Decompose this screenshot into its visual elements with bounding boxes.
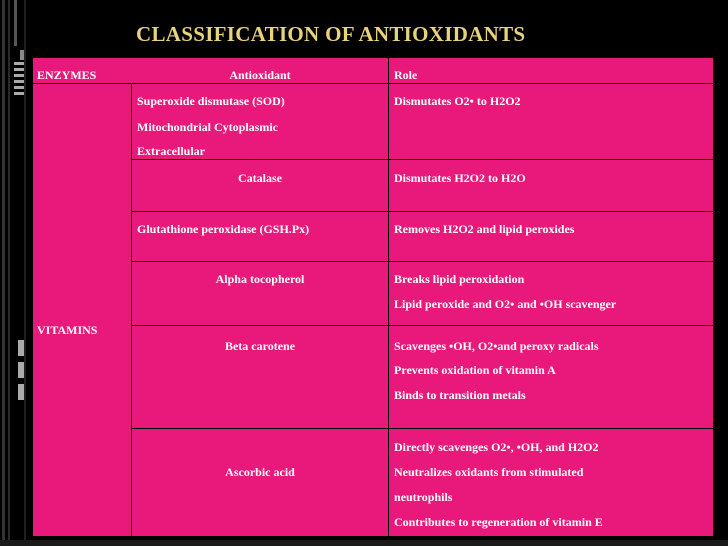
role-text: Dismutates H2O2 to H2O <box>394 171 526 185</box>
antioxidant-name: Superoxide dismutase (SOD) <box>137 94 285 108</box>
role-text: Breaks lipid peroxidation <box>394 272 525 286</box>
role-text: Lipid peroxide and O2• and •OH scavenger <box>394 297 617 311</box>
role-text: Dismutates O2• to H2O2 <box>394 94 521 108</box>
antioxidant-name: Beta carotene <box>224 339 296 353</box>
role-text: Neutralizes oxidants from stimulated <box>394 465 584 479</box>
column-divider-2 <box>388 58 389 536</box>
antioxidant-name: Ascorbic acid <box>225 465 295 479</box>
antioxidant-column-header: Antioxidant <box>229 68 291 82</box>
antioxidant-table <box>32 57 714 537</box>
antioxidant-subtype: Mitochondrial Cytoplasmic <box>137 120 278 134</box>
antioxidant-name: Glutathione peroxidase (GSH.Px) <box>137 222 310 236</box>
row-divider-2 <box>131 211 713 212</box>
role-text: Scavenges •OH, O2•and peroxy radicals <box>394 339 599 353</box>
row-divider-5 <box>131 428 713 429</box>
antioxidant-subtype: Extracellular <box>137 144 205 158</box>
header-divider <box>33 83 713 84</box>
antioxidant-name: Alpha tocopherol <box>215 272 305 286</box>
role-column-header: Role <box>394 68 418 82</box>
row-divider-3 <box>131 261 713 262</box>
role-text: neutrophils <box>394 490 453 504</box>
category-header-enzymes: ENZYMES <box>37 68 97 82</box>
role-text: Prevents oxidation of vitamin A <box>394 363 556 377</box>
category-label-vitamins: VITAMINS <box>37 323 98 337</box>
row-divider-4 <box>131 325 713 326</box>
role-text: Contributes to regeneration of vitamin E <box>394 515 603 529</box>
page-title: CLASSIFICATION OF ANTIOXIDANTS <box>136 22 526 46</box>
role-text: Removes H2O2 and lipid peroxides <box>394 222 575 236</box>
decorative-side-strip <box>0 0 32 546</box>
role-text: Binds to transition metals <box>394 388 526 402</box>
antioxidant-name: Catalase <box>238 171 282 185</box>
bottom-strip <box>0 540 728 546</box>
role-text: Directly scavenges O2•, •OH, and H2O2 <box>394 440 599 454</box>
row-divider-1 <box>131 159 713 160</box>
